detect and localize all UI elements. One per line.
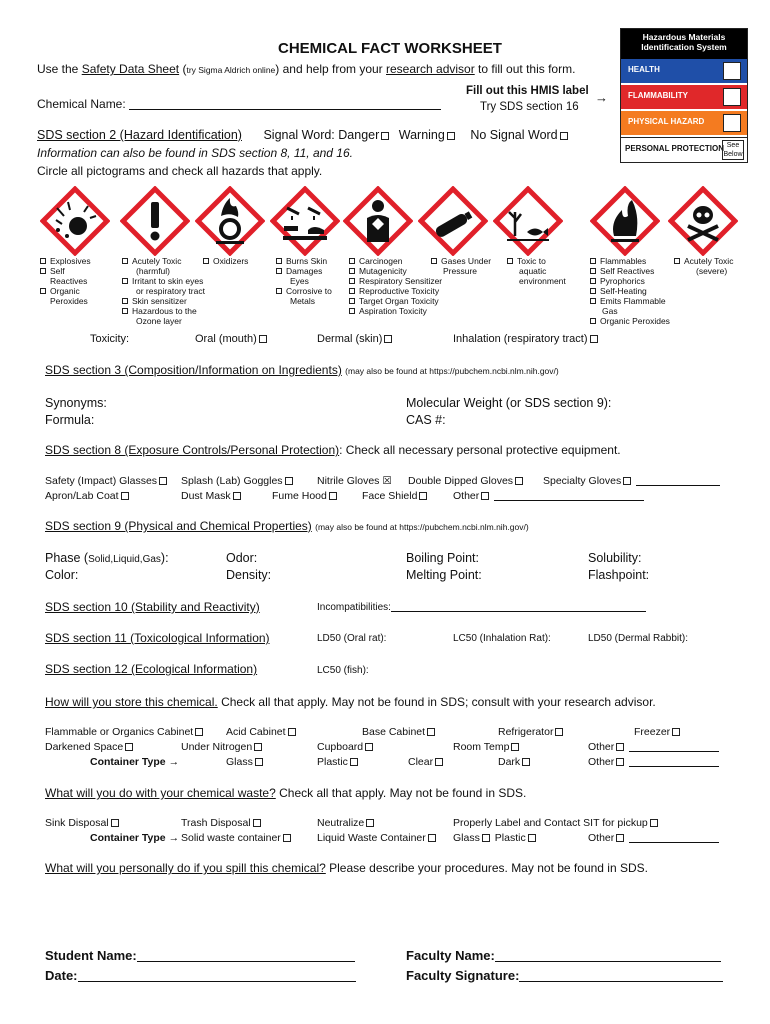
- phase-label: Phase (Solid,Liquid,Gas):: [45, 551, 169, 565]
- toxicity-inhalation: Inhalation (respiratory tract): [453, 333, 600, 345]
- apron-checkbox[interactable]: [121, 492, 129, 500]
- synonyms-label: Synonyms:: [45, 396, 107, 410]
- page-title: CHEMICAL FACT WORKSHEET: [278, 40, 502, 57]
- hazard-target-organ[interactable]: Target Organ Toxicity: [349, 296, 442, 306]
- student-name-field[interactable]: [137, 961, 355, 962]
- hazard-gas: Gas: [602, 306, 618, 316]
- store-base: Base Cabinet: [362, 726, 437, 738]
- store-acid: Acid Cabinet: [226, 726, 298, 738]
- hazard-harmful: (harmful): [136, 266, 171, 276]
- hazard-self-heating[interactable]: Self-Heating: [590, 286, 670, 296]
- section9-heading-row: SDS section 9 (Physical and Chemical Properties) (may also be found at https://pubchem.ncbi.nlm.nih.gov/): [45, 519, 529, 533]
- spill-question-row: What will you personally do if you spill this chemical? Please describe your procedures. May not be found in SDS.: [45, 861, 648, 875]
- store-other-2: Other: [588, 756, 719, 768]
- acid-cabinet-checkbox[interactable]: [288, 728, 296, 736]
- waste-solid: Solid waste container: [181, 832, 293, 844]
- dermal-checkbox[interactable]: [384, 335, 392, 343]
- section3-heading: SDS section 3 (Composition/Information on Ingredients): [45, 363, 342, 377]
- section9-heading: SDS section 9 (Physical and Chemical Properties): [45, 519, 312, 533]
- double-gloves-checkbox[interactable]: [515, 477, 523, 485]
- section2-info: Information can also be found in SDS section 8, 11, and 16.: [37, 146, 353, 160]
- hmis-health-box[interactable]: [723, 62, 741, 80]
- store-fridge: Refrigerator: [498, 726, 565, 738]
- hazard-ozone-layer: Ozone layer: [136, 316, 182, 326]
- faculty-signature-field[interactable]: [519, 981, 723, 982]
- chemical-name-row: Chemical Name:: [37, 97, 441, 111]
- hmis-personal-row: PERSONAL PROTECTION See Below: [621, 137, 747, 161]
- hazard-gases[interactable]: Gases Under: [431, 256, 491, 266]
- waste-plastic-checkbox[interactable]: [528, 834, 536, 842]
- solid-waste-checkbox[interactable]: [283, 834, 291, 842]
- toxicity-oral: Oral (mouth): [195, 333, 269, 345]
- hazard-flammables[interactable]: Flammables: [590, 256, 670, 266]
- ppe-other: Other: [453, 490, 644, 502]
- sds-link[interactable]: Safety Data Sheet: [81, 62, 180, 76]
- inhalation-checkbox[interactable]: [590, 335, 598, 343]
- neutralize-checkbox[interactable]: [366, 819, 374, 827]
- hmis-header: Hazardous Materials Identification System: [621, 29, 747, 59]
- no-signal-checkbox[interactable]: [560, 132, 568, 140]
- corrosion-icon[interactable]: [270, 186, 340, 256]
- flame-over-circle-icon[interactable]: [195, 186, 265, 256]
- section8-heading-row: SDS section 8 (Exposure Controls/Personal Protection): Check all necessary personal protective equipment.: [45, 443, 621, 457]
- hazard-pyrophorics[interactable]: Pyrophorics: [590, 276, 670, 286]
- hazard-acutely-toxic[interactable]: Acutely Toxic: [122, 256, 205, 266]
- hazard-skin-sensitizer[interactable]: Skin sensitizer: [122, 296, 205, 306]
- spill-response-area[interactable]: [45, 880, 723, 935]
- ppe-other-checkbox[interactable]: [481, 492, 489, 500]
- waste-liquid: Liquid Waste Container: [317, 832, 438, 844]
- hmis-physical-row: PHYSICAL HAZARD: [621, 111, 747, 135]
- hazard-list-col4b: [431, 256, 491, 276]
- fume-hood-checkbox[interactable]: [329, 492, 337, 500]
- hazard-list-col6: [590, 256, 670, 326]
- face-shield-checkbox[interactable]: [419, 492, 427, 500]
- hazard-explosives[interactable]: Explosives: [40, 256, 91, 266]
- hazard-carcinogen[interactable]: Carcinogen: [349, 256, 442, 266]
- waste-other: Other: [588, 832, 719, 844]
- splash-goggles-checkbox[interactable]: [285, 477, 293, 485]
- store-nitrogen: Under Nitrogen: [181, 741, 264, 753]
- date-field[interactable]: [78, 981, 356, 982]
- label-sit-checkbox[interactable]: [650, 819, 658, 827]
- store-glass: Glass: [226, 756, 265, 768]
- spill-question: What will you personally do if you spill this chemical?: [45, 861, 326, 875]
- ppe-dust-mask: Dust Mask: [181, 490, 243, 502]
- section2-row: SDS section 2 (Hazard Identification) Signal Word: Danger Warning No Signal Word: [37, 128, 570, 142]
- melting-label: Melting Point:: [406, 568, 482, 582]
- hazard-self-reactives[interactable]: Self Reactives: [590, 266, 670, 276]
- waste-label-sit: Properly Label and Contact SIT for pickup: [453, 817, 660, 829]
- hazard-list-col2b: [203, 256, 248, 266]
- ppe-face-shield: Face Shield: [362, 490, 429, 502]
- hazard-emits-gas[interactable]: Emits Flammable: [590, 296, 670, 306]
- hazard-peroxides: Peroxides: [50, 296, 88, 306]
- hazard-respiratory: or respiratory tract: [136, 286, 205, 296]
- ppe-safety-glasses: Safety (Impact) Glasses: [45, 475, 169, 487]
- section11-heading: SDS section 11 (Toxicological Information): [45, 631, 270, 645]
- store-other-1: Other: [588, 741, 719, 753]
- chemical-name-field[interactable]: [129, 109, 441, 110]
- formula-label: Formula:: [45, 413, 95, 427]
- store-clear: Clear: [408, 756, 445, 768]
- incompatibilities-row: Incompatibilities:: [317, 602, 646, 613]
- hazard-ozone[interactable]: Hazardous to the: [122, 306, 205, 316]
- ppe-apron: Apron/Lab Coat: [45, 490, 131, 502]
- intro-text: Use the Safety Data Sheet (try Sigma Aldrich online) and help from your research advisor to fill out this form.: [37, 62, 576, 76]
- store-freezer: Freezer: [634, 726, 682, 738]
- hazard-oxidizers[interactable]: Oxidizers: [203, 256, 248, 266]
- store-other-2-field[interactable]: [629, 766, 719, 767]
- arrow-right-icon: →: [595, 90, 608, 105]
- cupboard-checkbox[interactable]: [365, 743, 373, 751]
- hazard-burns-skin[interactable]: Burns Skin: [276, 256, 332, 266]
- danger-checkbox[interactable]: [381, 132, 389, 140]
- section12-heading: SDS section 12 (Ecological Information): [45, 662, 258, 676]
- waste-other-field[interactable]: [629, 842, 719, 843]
- specialty-checkbox[interactable]: [623, 477, 631, 485]
- trash-disposal-checkbox[interactable]: [253, 819, 261, 827]
- student-name-row: Student Name:: [45, 948, 355, 963]
- molecular-weight-label: Molecular Weight (or SDS section 9):: [406, 396, 612, 410]
- specialty-field[interactable]: [636, 485, 720, 486]
- safety-glasses-checkbox[interactable]: [159, 477, 167, 485]
- oral-checkbox[interactable]: [259, 335, 267, 343]
- section3-heading-row: SDS section 3 (Composition/Information on Ingredients) (may also be found at https://pubchem.ncbi.nlm.nih.gov/): [45, 363, 559, 377]
- hazard-organic[interactable]: Organic: [40, 286, 91, 296]
- base-cabinet-checkbox[interactable]: [427, 728, 435, 736]
- hazard-eyes: Eyes: [290, 276, 309, 286]
- freezer-checkbox[interactable]: [672, 728, 680, 736]
- room-temp-checkbox[interactable]: [511, 743, 519, 751]
- ppe-double-gloves: Double Dipped Gloves: [408, 475, 525, 487]
- refrigerator-checkbox[interactable]: [555, 728, 563, 736]
- glass-checkbox[interactable]: [255, 758, 263, 766]
- hazard-reactives: Reactives: [50, 276, 88, 286]
- section2-heading: SDS section 2 (Hazard Identification): [37, 128, 242, 142]
- hazard-corrosive[interactable]: Corrosive to: [276, 286, 332, 296]
- hazard-damages[interactable]: Damages: [276, 266, 332, 276]
- hazard-aquatic: aquatic: [519, 266, 547, 276]
- hazard-list-col2: [122, 256, 205, 326]
- flame-icon[interactable]: [590, 186, 660, 256]
- hmis-flammability-box[interactable]: [723, 88, 741, 106]
- ld50-oral-label: LD50 (Oral rat):: [317, 633, 387, 644]
- waste-container-label: Container Type →: [90, 832, 180, 844]
- plastic-checkbox[interactable]: [350, 758, 358, 766]
- ppe-specialty: Specialty Gloves: [543, 475, 720, 487]
- hazard-toxic-aquatic[interactable]: Toxic to: [507, 256, 566, 266]
- hmis-flammability-row: FLAMMABILITY: [621, 85, 747, 109]
- cas-label: CAS #:: [406, 413, 446, 427]
- section2-circle: Circle all pictograms and check all hazards that apply.: [37, 164, 323, 178]
- hazard-resp-sensitizer[interactable]: Respiratory Sensitizer: [349, 276, 442, 286]
- color-label: Color:: [45, 568, 79, 582]
- waste-question: What will you do with your chemical waste?: [45, 786, 276, 800]
- solubility-label: Solubility:: [588, 551, 642, 565]
- storage-question: How will you store this chemical.: [45, 695, 218, 709]
- hazard-list-col1: [40, 256, 91, 306]
- waste-neutralize: Neutralize: [317, 817, 376, 829]
- hmis-try-label: Try SDS section 16: [480, 101, 579, 113]
- clear-checkbox[interactable]: [435, 758, 443, 766]
- hazard-aspiration[interactable]: Aspiration Toxicity: [349, 306, 442, 316]
- gas-cylinder-icon[interactable]: [418, 186, 488, 256]
- date-row: Date:: [45, 968, 356, 983]
- hazard-acutely-toxic-severe[interactable]: Acutely Toxic: [674, 256, 733, 266]
- waste-glass-checkbox[interactable]: [482, 834, 490, 842]
- liquid-waste-checkbox[interactable]: [428, 834, 436, 842]
- nitrile-checkbox-checked[interactable]: ☒: [382, 475, 392, 487]
- health-hazard-icon[interactable]: [343, 186, 413, 256]
- store-flammable: Flammable or Organics Cabinet: [45, 726, 205, 738]
- hazard-severe: (severe): [696, 266, 728, 276]
- hazard-list-col5: [507, 256, 566, 286]
- waste-other-checkbox[interactable]: [616, 834, 624, 842]
- lc50-inhalation-label: LC50 (Inhalation Rat):: [453, 633, 551, 644]
- exploding-bomb-icon[interactable]: [40, 186, 110, 256]
- ppe-fume-hood: Fume Hood: [272, 490, 339, 502]
- store-cupboard: Cupboard: [317, 741, 375, 753]
- section10-heading: SDS section 10 (Stability and Reactivity): [45, 600, 260, 614]
- ppe-nitrile: Nitrile Gloves ☒: [317, 475, 392, 487]
- toxicity-dermal: Dermal (skin): [317, 333, 394, 345]
- ppe-other-field[interactable]: [494, 500, 644, 501]
- hmis-see-below: See Below: [723, 142, 743, 158]
- ppe-splash-goggles: Splash (Lab) Goggles: [181, 475, 295, 487]
- hazard-organic-peroxides[interactable]: Organic Peroxides: [590, 316, 670, 326]
- hmis-label: [620, 28, 748, 163]
- store-dark: Dark: [498, 756, 532, 768]
- waste-glass-plastic: Glass Plastic: [453, 832, 538, 844]
- incompatibilities-field[interactable]: [391, 611, 646, 612]
- hazard-mutagenicity[interactable]: Mutagenicity: [349, 266, 442, 276]
- flammable-cabinet-checkbox[interactable]: [195, 728, 203, 736]
- sink-disposal-checkbox[interactable]: [111, 819, 119, 827]
- density-label: Density:: [226, 568, 272, 582]
- store-other-1-field[interactable]: [629, 751, 719, 752]
- dust-mask-checkbox[interactable]: [233, 492, 241, 500]
- section8-heading: SDS section 8 (Exposure Controls/Personal Protection): [45, 443, 340, 457]
- faculty-signature-row: Faculty Signature:: [406, 968, 723, 983]
- hmis-physical-box[interactable]: [723, 114, 741, 132]
- hazard-list-col3: [276, 256, 332, 306]
- exclamation-mark-icon[interactable]: [120, 186, 190, 256]
- storage-question-row: How will you store this chemical. Check all that apply. May not be found in SDS; consult with your research advisor.: [45, 695, 656, 709]
- toxicity-label: Toxicity:: [90, 333, 130, 345]
- hazard-environment: environment: [519, 276, 566, 286]
- waste-trash: Trash Disposal: [181, 817, 263, 829]
- hazard-reproductive[interactable]: Reproductive Toxicity: [349, 286, 442, 296]
- waste-question-row: What will you do with your chemical waste? Check all that apply. May not be found in SDS.: [45, 786, 527, 800]
- faculty-name-row: Faculty Name:: [406, 948, 721, 963]
- container-type-label: Container Type →: [90, 756, 180, 768]
- hazard-self[interactable]: Self: [40, 266, 91, 276]
- nitrogen-checkbox[interactable]: [254, 743, 262, 751]
- dark-checkbox[interactable]: [522, 758, 530, 766]
- store-room-temp: Room Temp: [453, 741, 521, 753]
- store-plastic: Plastic: [317, 756, 360, 768]
- store-darkened: Darkened Space: [45, 741, 135, 753]
- faculty-name-field[interactable]: [495, 961, 721, 962]
- skull-crossbones-icon[interactable]: [668, 186, 738, 256]
- environment-icon[interactable]: [493, 186, 563, 256]
- hazard-irritant[interactable]: Irritant to skin eyes: [122, 276, 205, 286]
- odor-label: Odor:: [226, 551, 258, 565]
- waste-sink: Sink Disposal: [45, 817, 121, 829]
- flashpoint-label: Flashpoint:: [588, 568, 650, 582]
- hmis-fill-label: Fill out this HMIS label: [466, 85, 589, 97]
- store-other-1-checkbox[interactable]: [616, 743, 624, 751]
- hazard-list-col4: [349, 256, 442, 316]
- hazard-list-col7: [674, 256, 733, 276]
- warning-checkbox[interactable]: [447, 132, 455, 140]
- hazard-pressure: Pressure: [443, 266, 478, 276]
- darkened-checkbox[interactable]: [125, 743, 133, 751]
- ld50-dermal-label: LD50 (Dermal Rabbit):: [588, 633, 689, 644]
- hazard-metals: Metals: [290, 296, 316, 306]
- store-other-2-checkbox[interactable]: [616, 758, 624, 766]
- hmis-health-row: HEALTH: [621, 59, 747, 83]
- lc50-fish-label: LC50 (fish):: [317, 665, 369, 676]
- boiling-label: Boiling Point:: [406, 551, 479, 565]
